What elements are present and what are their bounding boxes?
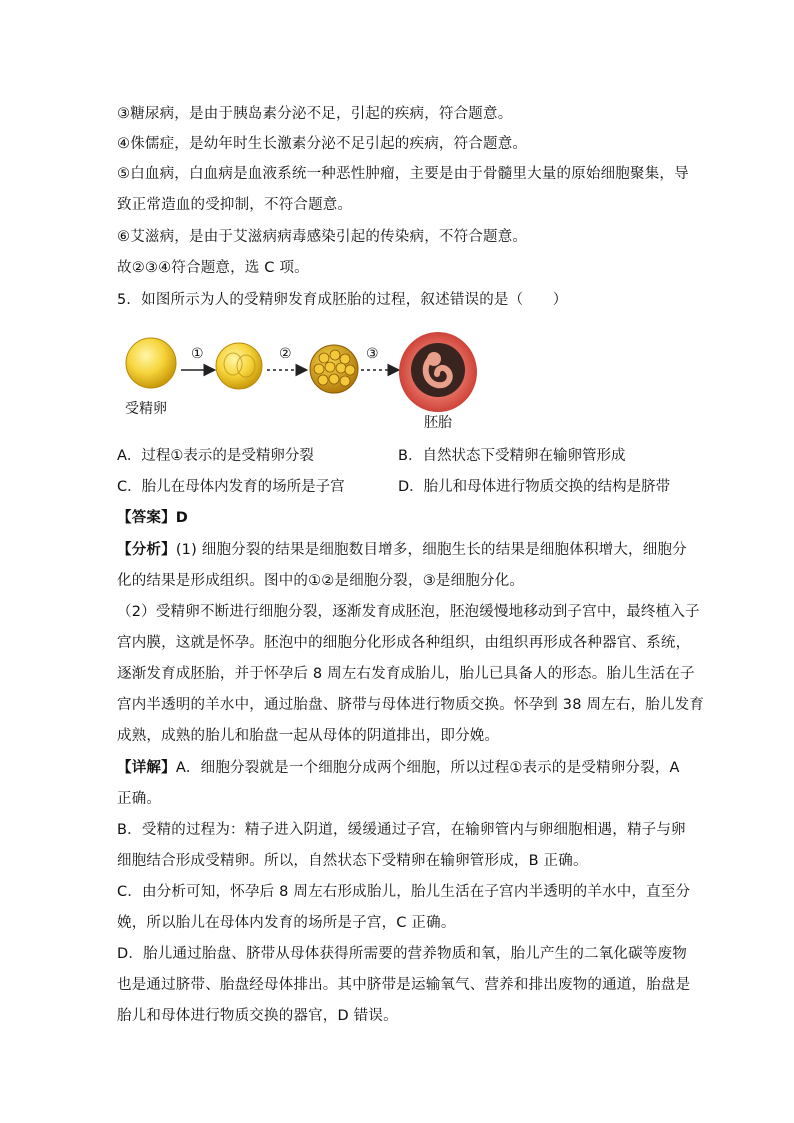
text-line: 宫内半透明的羊水中，通过胎盘、脐带与母体进行物质交换。怀孕到 38 周左右，胎儿发育 [117,697,705,713]
step-3-label: ③ [366,346,379,362]
analysis-line [117,540,687,560]
detail-text: A．细胞分裂就是一个细胞分成两个细胞，所以过程①表示的是受精卵分裂，A [175,760,680,776]
text-line: 逐渐发育成胚胎，并于怀孕后 8 周左右发育成胎儿，胎儿已具备人的形态。胎儿生活在子 [117,666,695,682]
text-line: 娩，所以胎儿在母体内发育的场所是子宫，C 正确。 [117,915,456,931]
analysis-text: (1) 细胞分裂的结果是细胞数目增多，细胞生长的结果是细胞体积增大，细胞分 [175,542,687,558]
text-line: ④侏儒症，是幼年时生长激素分泌不足引起的疾病，符合题意。 [117,136,528,152]
analysis-label: 【分析】 [117,542,176,558]
option-c: C．胎儿在母体内发育的场所是子宫 [117,479,345,495]
option-d: D．胎儿和母体进行物质交换的结构是脐带 [398,479,671,495]
zygote-label: 受精卵 [125,401,167,417]
step-1-label: ① [191,346,204,362]
option-b: B．自然状态下受精卵在输卵管形成 [398,448,626,464]
text-line: D．胎儿通过胎盘、脐带从母体获得所需要的营养物质和氧，胎儿产生的二氧化碳等废物 [117,946,687,962]
text-line: B．受精的过程为：精子进入阴道，缓缓通过子宫，在输卵管内与卵细胞相遇，精子与卵 [117,822,686,838]
step-2-label: ② [279,346,292,362]
text-line: 宫内膜，这就是怀孕。胚泡中的细胞分化形成各种组织，由组织再形成各种器官、系统， [117,635,691,651]
text-line: 成熟，成熟的胎儿和胎盘一起从母体的阴道排出，即分娩。 [117,728,500,744]
text-line: 致正常造血的受抑制，不符合题意。 [117,197,353,213]
text-line: 故②③④符合题意，选 C 项。 [117,260,309,276]
question-stem: 5．如图所示为人的受精卵发育成胚胎的过程，叙述错误的是（ ） [117,292,568,308]
text-line: ③糖尿病，是由于胰岛素分泌不足，引起的疾病，符合题意。 [117,106,513,122]
text-line: 正确。 [117,791,162,807]
text-line: 化的结果是形成组织。图中的①②是细胞分裂，③是细胞分化。 [117,573,525,589]
embryo-label: 胚胎 [424,415,452,431]
text-line: （2）受精卵不断进行细胞分裂，逐渐发育成胚泡，胚泡缓慢地移动到子宫中，最终植入子 [117,604,700,620]
morula-image [310,345,358,393]
embryo-development-figure [117,330,497,430]
text-line: 细胞结合形成受精卵。所以，自然状态下受精卵在输卵管形成，B 正确。 [117,853,588,869]
answer-text: 【答案】D [117,510,189,526]
embryo-image [399,332,477,412]
text-line: C．由分析可知，怀孕后 8 周左右形成胎儿，胎儿生活在子宫内半透明的羊水中，直至分 [117,884,691,900]
text-line: ⑥艾滋病，是由于艾滋病病毒感染引起的传染病，不符合题意。 [117,229,528,245]
detail-line [117,758,680,778]
text-line: ⑤白血病，白血病是血液系统一种恶性肿瘤，主要是由于骨髓里大量的原始细胞聚集，导 [117,166,689,182]
detail-label: 【详解】 [117,760,176,776]
zygote-image [126,338,176,388]
option-a: A．过程①表示的是受精卵分裂 [117,448,314,464]
text-line: 胎儿和母体进行物质交换的器官，D 错误。 [117,1008,398,1024]
answer-line [117,508,677,528]
text-line: 也是通过脐带、胎盘经母体排出。其中脐带是运输氧气、营养和排出废物的通道，胎盘是 [117,977,691,993]
